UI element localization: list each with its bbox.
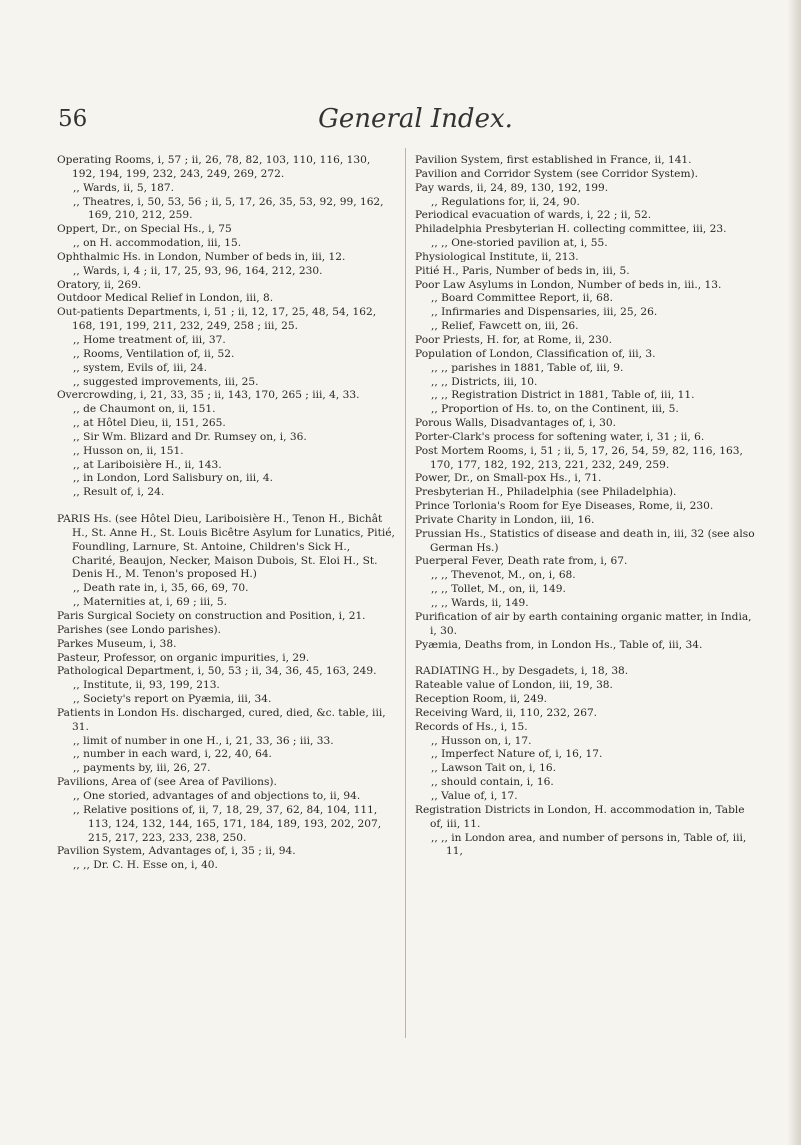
index-entry: Philadelphia Presbyterian H. collecting committee, iii, 23. xyxy=(415,223,727,236)
index-entry: ,, number in each ward, i, 22, 40, 64. xyxy=(73,748,272,761)
index-column-left xyxy=(57,154,395,873)
section-gap xyxy=(415,652,757,665)
index-entry: Pasteur, Professor, on organic impurities, i, 29. xyxy=(57,651,310,664)
index-entry: RADIATING H., by Desgadets, i, 18, 38. xyxy=(415,665,629,678)
index-entry: Pitié H., Paris, Number of beds in, iii, 5. xyxy=(415,264,630,277)
index-entry: Overcrowding, i, 21, 33, 35 ; ii, 143, 170, 265 ; iii, 4, 33. xyxy=(57,389,360,402)
index-entry: ,, Sir Wm. Blizard and Dr. Rumsey on, i, 36. xyxy=(73,430,307,443)
index-entry: ,, Society's report on Pyæmia, iii, 34. xyxy=(73,693,272,706)
index-entry: ,, ,, Wards, ii, 149. xyxy=(431,597,529,609)
index-entry: Population of London, Classification of, iii, 3. xyxy=(415,347,656,360)
index-entry: Paris Surgical Society on construction and Position, i, 21. xyxy=(57,610,366,622)
page-number: 56 xyxy=(58,106,88,132)
index-column-right xyxy=(415,154,757,859)
index-entry: Patients in London Hs. discharged, cured, died, &c. table, iii, 31. xyxy=(57,706,386,733)
index-entry: Pyæmia, Deaths from, in London Hs., Table of, iii, 34. xyxy=(415,638,703,651)
index-entry: ,, Value of, i, 17. xyxy=(431,789,518,802)
index-entry: Physiological Institute, ii, 213. xyxy=(415,250,579,263)
index-entry: Pathological Department, i, 50, 53 ; ii, 34, 36, 45, 163, 249. xyxy=(57,665,377,678)
index-entry: ,, at Lariboisière H., ii, 143. xyxy=(73,458,222,471)
index-entry: Outdoor Medical Relief in London, iii, 8. xyxy=(57,292,274,305)
index-entry: ,, Husson on, ii, 151. xyxy=(73,444,184,457)
index-entry: ,, Board Committee Report, ii, 68. xyxy=(431,292,613,305)
index-entry: Prussian Hs., Statistics of disease and death in, iii, 32 (see also German Hs.) xyxy=(415,527,755,554)
index-entry: Operating Rooms, i, 57 ; ii, 26, 78, 82, 103, 110, 116, 130, 192, 194, 199, 232, 243, 249, 269, 272. xyxy=(57,154,371,180)
index-entry: ,, ,, Districts, iii, 10. xyxy=(431,375,538,388)
index-entry: ,, ,, Thevenot, M., on, i, 68. xyxy=(431,569,576,582)
index-entry: Pavilion System, first established in France, ii, 141. xyxy=(415,154,692,166)
index-entry: Ophthalmic Hs. in London, Number of beds in, iii, 12. xyxy=(57,250,346,263)
index-entry: ,, at Hôtel Dieu, ii, 151, 265. xyxy=(73,417,226,430)
index-entry: ,, ,, Dr. C. H. Esse on, i, 40. xyxy=(73,859,218,872)
index-entry: ,, Home treatment of, iii, 37. xyxy=(73,333,226,346)
index-entry: Porter-Clark's process for softening water, i, 31 ; ii, 6. xyxy=(415,430,705,443)
index-entry: Presbyterian H., Philadelphia (see Philadelphia). xyxy=(415,486,677,499)
section-gap xyxy=(57,500,395,513)
index-entry: Puerperal Fever, Death rate from, i, 67. xyxy=(415,555,628,568)
column-divider xyxy=(405,148,406,1038)
index-entry: ,, Relative positions of, ii, 7, 18, 29, 37, 62, 84, 104, 111, 113, 124, 132, 144, 165, 171, 184, 189, 193, 202, 207, 215, 217, 223, 233, 238, 250. xyxy=(73,803,382,844)
index-entry: Pavilions, Area of (see Area of Pavilions). xyxy=(57,776,277,789)
index-entry: ,, Proportion of Hs. to, on the Continent, iii, 5. xyxy=(431,403,679,416)
index-entry: ,, suggested improvements, iii, 25. xyxy=(73,375,259,388)
index-entry: Post Mortem Rooms, i, 51 ; ii, 5, 17, 26, 54, 59, 82, 116, 163, 170, 177, 182, 192, 213, 221, 232, 249, 259. xyxy=(415,444,743,471)
index-entry: PARIS Hs. (see Hôtel Dieu, Lariboisière H., Tenon H., Bichât H., St. Anne H., St. Louis Bicêtre Asylum for Lunatics, Pitié, Foundling, Larnure, St. Antoine, Children's Sick H., Charité, Beaujon, Necker, Maison Dubois, St. Eloi H., St. Denis H., M. Tenon's proposed H.) xyxy=(57,513,395,581)
index-entry: Pavilion System, Advantages of, i, 35 ; ii, 94. xyxy=(57,845,296,858)
index-entry: Poor Law Asylums in London, Number of beds in, iii., 13. xyxy=(415,278,722,291)
index-entry: Parkes Museum, i, 38. xyxy=(57,637,177,650)
index-entry: Registration Districts in London, H. accommodation in, Table of, iii, 11. xyxy=(415,803,745,830)
index-entry: Poor Priests, H. for, at Rome, ii, 230. xyxy=(415,333,612,346)
index-entry: Purification of air by earth containing organic matter, in India, i, 30. xyxy=(415,610,752,637)
index-entry: Porous Walls, Disadvantages of, i, 30. xyxy=(415,417,616,430)
index-entry: ,, in London, Lord Salisbury on, iii, 4. xyxy=(73,472,274,485)
index-entry: ,, system, Evils of, iii, 24. xyxy=(73,361,207,374)
index-entry: ,, Regulations for, ii, 24, 90. xyxy=(431,195,580,208)
index-entry: ,, ,, parishes in 1881, Table of, iii, 9. xyxy=(431,361,624,374)
index-entry: Parishes (see Londo parishes). xyxy=(57,623,222,636)
index-entry: Receiving Ward, ii, 110, 232, 267. xyxy=(415,706,598,719)
index-entry: ,, Result of, i, 24. xyxy=(73,486,165,499)
index-entry: ,, Theatres, i, 50, 53, 56 ; ii, 5, 17, 26, 35, 53, 92, 99, 162, 169, 210, 212, 259. xyxy=(73,195,384,222)
index-entry: Pavilion and Corridor System (see Corridor System). xyxy=(415,167,698,180)
index-entry: Reception Room, ii, 249. xyxy=(415,693,548,706)
index-entry: ,, limit of number in one H., i, 21, 33, 36 ; iii, 33. xyxy=(73,734,334,747)
index-entry: ,, ,, One-storied pavilion at, i, 55. xyxy=(431,237,608,250)
index-entry: ,, Maternities at, i, 69 ; iii, 5. xyxy=(73,596,228,609)
index-entry: ,, Relief, Fawcett on, iii, 26. xyxy=(431,320,579,333)
index-entry: ,, Husson on, i, 17. xyxy=(431,734,532,747)
index-entry: ,, ,, Tollet, M., on, ii, 149. xyxy=(431,583,566,596)
index-entry: ,, ,, in London area, and number of persons in, Table of, iii, 11, xyxy=(431,831,747,858)
index-entry: ,, Infirmaries and Dispensaries, iii, 25, 26. xyxy=(431,306,658,319)
index-entry: ,, payments by, iii, 26, 27. xyxy=(73,762,211,775)
index-entry: ,, Institute, ii, 93, 199, 213. xyxy=(73,679,220,692)
index-entry: ,, on H. accommodation, iii, 15. xyxy=(73,237,242,250)
index-entry: Private Charity in London, iii, 16. xyxy=(415,513,595,526)
index-entry: ,, Rooms, Ventilation of, ii, 52. xyxy=(73,347,235,360)
index-entry: ,, Imperfect Nature of, i, 16, 17. xyxy=(431,748,603,761)
index-entry: Periodical evacuation of wards, i, 22 ; ii, 52. xyxy=(415,209,652,222)
index-entry: ,, ,, Registration District in 1881, Table of, iii, 11. xyxy=(431,389,695,402)
index-entry: Oratory, ii, 269. xyxy=(57,278,142,291)
index-entry: Power, Dr., on Small-pox Hs., i, 71. xyxy=(415,472,602,485)
index-entry: ,, Lawson Tait on, i, 16. xyxy=(431,762,557,775)
index-entry: Records of Hs., i, 15. xyxy=(415,720,528,733)
index-entry: ,, should contain, i, 16. xyxy=(431,776,554,789)
index-entry: Rateable value of London, iii, 19, 38. xyxy=(415,679,613,692)
page-edge-shadow xyxy=(787,0,801,1145)
index-entry: Pay wards, ii, 24, 89, 130, 192, 199. xyxy=(415,181,609,194)
index-entry: Prince Torlonia's Room for Eye Diseases, Rome, ii, 230. xyxy=(415,500,714,513)
index-entry: ,, One storied, advantages of and objections to, ii, 94. xyxy=(73,789,361,802)
running-title: General Index. xyxy=(318,104,513,134)
index-entry: ,, Wards, ii, 5, 187. xyxy=(73,181,174,194)
index-entry: ,, de Chaumont on, ii, 151. xyxy=(73,403,216,416)
index-entry: ,, Death rate in, i, 35, 66, 69, 70. xyxy=(73,582,249,595)
index-entry: Out-patients Departments, i, 51 ; ii, 12, 17, 25, 48, 54, 162, 168, 191, 199, 211, 232, 249, 258 ; iii, 25. xyxy=(57,306,377,333)
index-entry: Oppert, Dr., on Special Hs., i, 75 xyxy=(57,223,232,236)
index-entry: ,, Wards, i, 4 ; ii, 17, 25, 93, 96, 164, 212, 230. xyxy=(73,264,323,277)
